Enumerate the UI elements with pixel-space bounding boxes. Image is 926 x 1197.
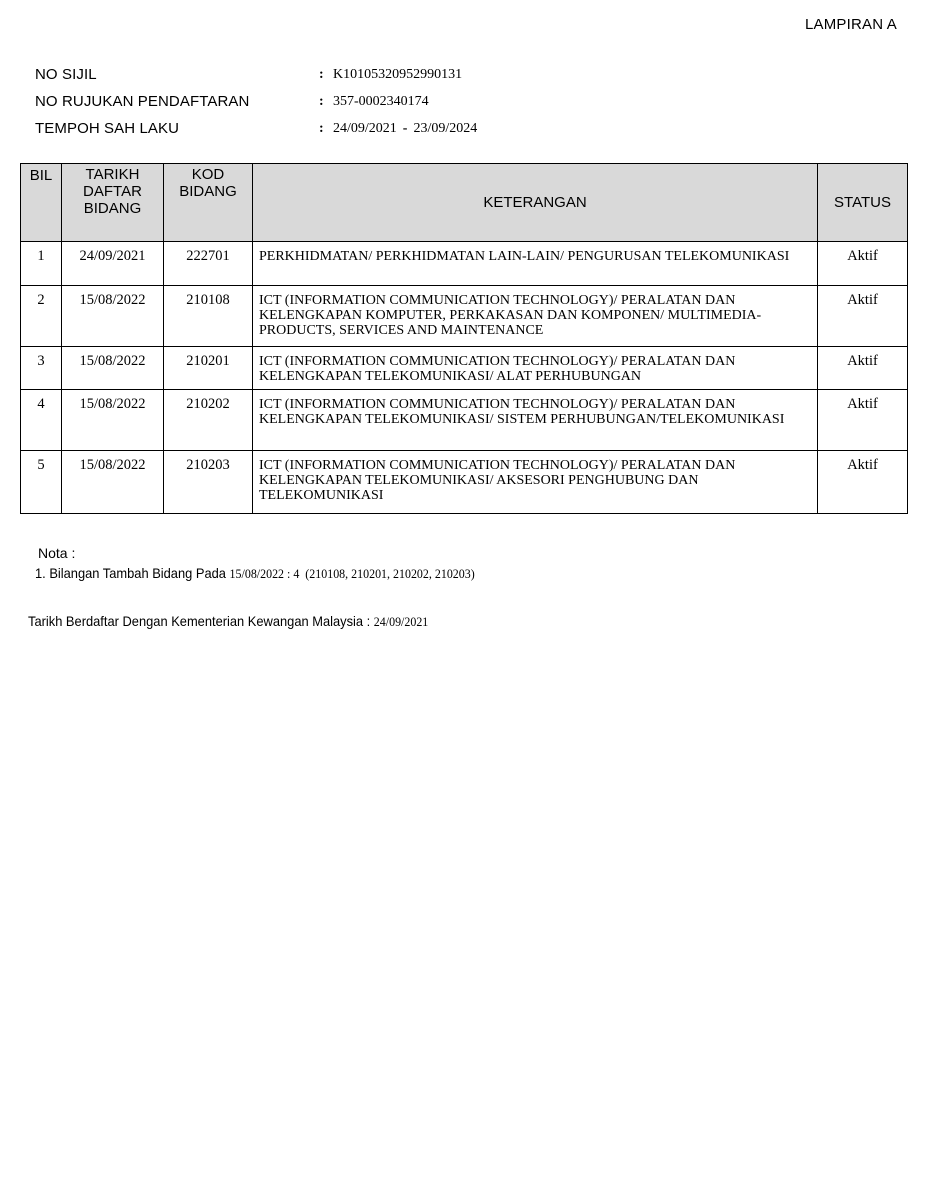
cell-status: Aktif: [818, 347, 908, 390]
header-tarikh-line: TARIKH: [85, 166, 140, 183]
table-row: [21, 347, 908, 390]
nota-item: [35, 565, 513, 582]
registered-wrap: [28, 613, 428, 630]
cell-kod: 210203: [164, 451, 253, 514]
tempoh-to: 23/09/2024: [413, 120, 478, 136]
header-kod-line: KOD: [191, 166, 225, 183]
table-row: [21, 390, 908, 451]
nota-item-value: 15/08/2022 : 4 (210108, 210201, 210202, 210203): [229, 566, 475, 581]
meta-row-no-sijil: [35, 61, 477, 88]
cell-tarikh: 15/08/2022: [62, 347, 164, 390]
cell-bil: 4: [21, 390, 62, 451]
registered-label: Tarikh Berdaftar Dengan Kementerian Kewangan Malaysia :: [28, 613, 371, 629]
cell-kod: 210108: [164, 286, 253, 347]
table-row: [21, 451, 908, 514]
nota-item-wrap: [35, 565, 475, 582]
colon: :: [319, 93, 324, 109]
header-status: STATUS: [818, 164, 908, 242]
bidang-table: [20, 163, 908, 514]
meta-row-no-rujukan: [35, 88, 477, 115]
cell-keterangan: PERKHIDMATAN/ PERKHIDMATAN LAIN-LAIN/ PENGURUSAN TELEKOMUNIKASI: [253, 242, 818, 286]
table-row: [21, 242, 908, 286]
cell-bil: 1: [21, 242, 62, 286]
header-bil: BIL: [21, 164, 62, 242]
no-sijil-label: NO SIJIL: [35, 66, 97, 83]
cell-tarikh: 15/08/2022: [62, 451, 164, 514]
cell-bil: 2: [21, 286, 62, 347]
cell-tarikh: 24/09/2021: [62, 242, 164, 286]
tempoh-separator: -: [402, 120, 408, 136]
cell-kod: 222701: [164, 242, 253, 286]
cell-keterangan: ICT (INFORMATION COMMUNICATION TECHNOLOGY)/ PERALATAN DAN KELENGKAPAN TELEKOMUNIKASI/ SISTEM PERHUBUNGAN/TELEKOMUNIKASI: [253, 390, 818, 451]
tempoh-from: 24/09/2021: [333, 120, 397, 136]
tempoh-label: TEMPOH SAH LAKU: [35, 120, 180, 137]
cell-status: Aktif: [818, 286, 908, 347]
no-rujukan-value: 357-0002340174: [333, 93, 429, 109]
no-rujukan-label: NO RUJUKAN PENDAFTARAN: [35, 93, 250, 110]
cell-keterangan: ICT (INFORMATION COMMUNICATION TECHNOLOGY)/ PERALATAN DAN KELENGKAPAN KOMPUTER, PERKAKASAN DAN KOMPONEN/ MULTIMEDIA-PRODUCTS, SERVICES AND MAINTENANCE: [253, 286, 818, 347]
registered-value: 24/09/2021: [373, 614, 429, 629]
table-header-row: [21, 164, 908, 242]
header-tarikh-line: DAFTAR: [83, 183, 142, 200]
colon: :: [319, 120, 324, 136]
header-tarikh-line: BIDANG: [83, 200, 142, 217]
cell-status: Aktif: [818, 390, 908, 451]
colon: :: [319, 66, 324, 82]
cell-kod: 210202: [164, 390, 253, 451]
table-row: [21, 286, 908, 347]
header-kod-line: BIDANG: [179, 183, 237, 200]
cell-status: Aktif: [818, 451, 908, 514]
meta-row-tempoh: [35, 115, 477, 142]
certificate-meta: [35, 61, 477, 142]
header-keterangan: KETERANGAN: [253, 164, 818, 242]
header-tarikh-daftar-bidang: [62, 164, 164, 242]
no-sijil-value: K10105320952990131: [333, 66, 463, 82]
cell-kod: 210201: [164, 347, 253, 390]
cell-keterangan: ICT (INFORMATION COMMUNICATION TECHNOLOGY)/ PERALATAN DAN KELENGKAPAN TELEKOMUNIKASI/ AKSESORI PENGHUBUNG DAN TELEKOMUNIKASI: [253, 451, 818, 514]
registered-date: [28, 613, 463, 630]
cell-keterangan: ICT (INFORMATION COMMUNICATION TECHNOLOGY)/ PERALATAN DAN KELENGKAPAN TELEKOMUNIKASI/ ALAT PERHUBUNGAN: [253, 347, 818, 390]
cell-bil: 5: [21, 451, 62, 514]
cell-tarikh: 15/08/2022: [62, 390, 164, 451]
cell-status: Aktif: [818, 242, 908, 286]
header-kod-bidang: [164, 164, 253, 242]
tempoh-value: [333, 121, 477, 137]
cell-bil: 3: [21, 347, 62, 390]
cell-tarikh: 15/08/2022: [62, 286, 164, 347]
nota-title: Nota :: [38, 545, 76, 561]
lampiran-label: LAMPIRAN A: [804, 16, 897, 33]
nota-item-label: 1. Bilangan Tambah Bidang Pada: [35, 565, 226, 581]
